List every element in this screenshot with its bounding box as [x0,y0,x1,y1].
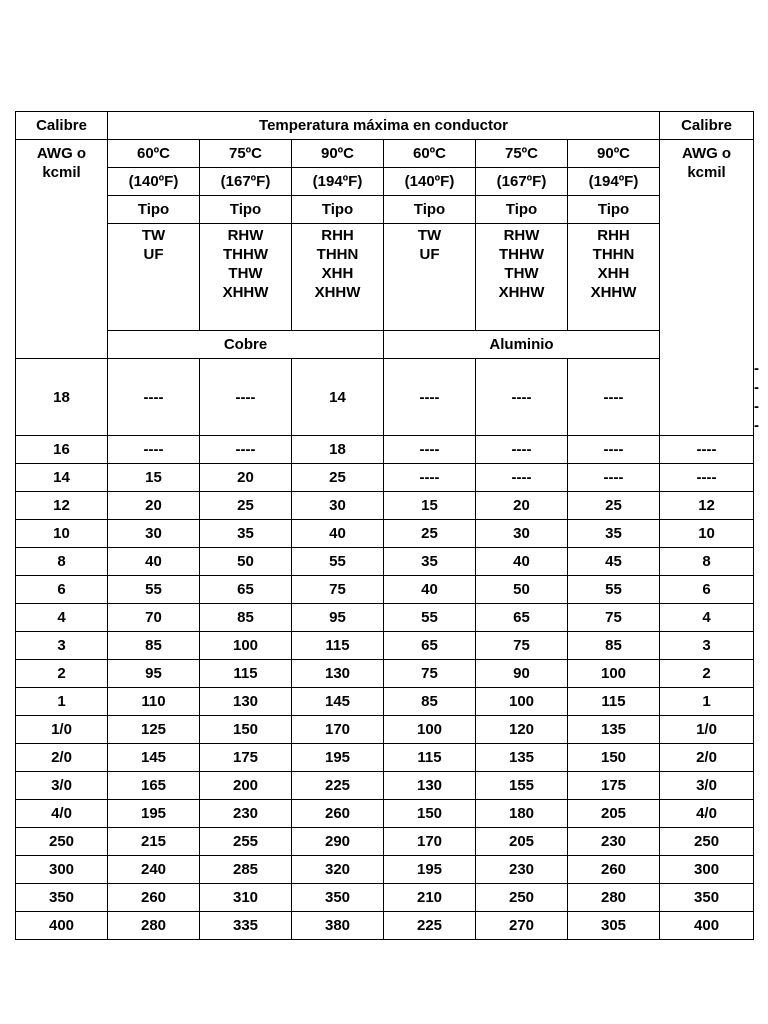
ampacity-cell: 40 [476,548,568,576]
ampacity-cell: 90 [476,660,568,688]
ampacity-cell: 85 [568,632,660,660]
ampacity-cell: 135 [568,716,660,744]
table-row [16,856,754,884]
table-title: Temperatura máxima en conductor [108,112,660,140]
ampacity-cell: ---- [384,436,476,464]
header-row-insulation-codes [16,224,754,331]
ampacity-cell: 125 [108,716,200,744]
calibre-cell-right: 8 [660,548,754,576]
calibre-cell-left: 4 [16,604,108,632]
tipo-header: Tipo [108,196,200,224]
table-row [16,576,754,604]
calibre-header-right: Calibre [660,112,754,140]
calibre-cell-right: 250 [660,828,754,856]
header-row-temps [16,140,754,168]
ampacity-cell: 130 [384,772,476,800]
ampacity-cell: 180 [476,800,568,828]
insulation-codes: TW UF [384,224,476,331]
ampacity-cell: 205 [568,800,660,828]
ampacity-cell: 65 [476,604,568,632]
ampacity-cell: 110 [108,688,200,716]
ampacity-cell: 95 [108,660,200,688]
table-row [16,464,754,492]
ampacity-cell: 195 [384,856,476,884]
ampacity-cell: 100 [384,716,476,744]
table-row [16,716,754,744]
ampacity-cell: 130 [292,660,384,688]
ampacity-cell: 40 [384,576,476,604]
ampacity-cell: 230 [476,856,568,884]
ampacity-cell: 70 [108,604,200,632]
ampacity-cell: 75 [292,576,384,604]
calibre-cell-left: 10 [16,520,108,548]
calibre-cell-right: 400 [660,912,754,940]
ampacity-cell: 85 [108,632,200,660]
ampacity-cell: 25 [384,520,476,548]
ampacity-cell: 225 [292,772,384,800]
ampacity-cell: 20 [108,492,200,520]
ampacity-cell: 155 [476,772,568,800]
ampacity-cell: ---- [476,436,568,464]
calibre-cell-left: 4/0 [16,800,108,828]
ampacity-cell: 35 [384,548,476,576]
ampacity-cell: 170 [292,716,384,744]
ampacity-cell: 75 [568,604,660,632]
ampacity-cell: 75 [476,632,568,660]
header-row-fahrenheit [16,168,754,196]
ampacity-cell: 50 [476,576,568,604]
ampacity-cell: 150 [568,744,660,772]
temp-header: 75ºC [200,140,292,168]
calibre-cell-right: 6 [660,576,754,604]
ampacity-cell: 120 [476,716,568,744]
ampacity-cell: 290 [292,828,384,856]
ampacity-cell: 150 [200,716,292,744]
ampacity-cell: 115 [292,632,384,660]
tipo-header: Tipo [200,196,292,224]
ampacity-cell: ---- [384,359,476,436]
ampacity-cell: 55 [292,548,384,576]
tipo-header: Tipo [384,196,476,224]
header-row-title [16,112,754,140]
calibre-cell-left: 18 [16,359,108,436]
ampacity-cell: ---- [476,359,568,436]
fahrenheit-header: (167ºF) [476,168,568,196]
ampacity-cell: 65 [384,632,476,660]
ampacity-cell: 195 [108,800,200,828]
table-row [16,548,754,576]
ampacity-cell: 150 [384,800,476,828]
calibre-cell-right: 2/0 [660,744,754,772]
temp-header: 90ºC [568,140,660,168]
calibre-cell-left: 12 [16,492,108,520]
ampacity-cell: 15 [108,464,200,492]
table-row [16,912,754,940]
ampacity-cell: 50 [200,548,292,576]
ampacity-cell: 285 [200,856,292,884]
temp-header: 90ºC [292,140,384,168]
ampacity-cell: 195 [292,744,384,772]
ampacity-cell: 35 [200,520,292,548]
header-row-material [16,331,754,359]
insulation-codes: TW UF [108,224,200,331]
ampacity-cell: 95 [292,604,384,632]
calibre-cell-right: 4 [660,604,754,632]
temp-header: 75ºC [476,140,568,168]
ampacity-cell: 350 [292,884,384,912]
tipo-header: Tipo [476,196,568,224]
ampacity-cell: 14 [292,359,384,436]
fahrenheit-header: (140ºF) [384,168,476,196]
table-row [16,604,754,632]
ampacity-cell: 30 [292,492,384,520]
calibre-cell-left: 1/0 [16,716,108,744]
table-row [16,828,754,856]
ampacity-cell: 260 [292,800,384,828]
ampacity-cell: 215 [108,828,200,856]
table-row: 18 ---- ---- 14 ---- ---- ---- ---- [16,359,754,436]
ampacity-cell: 255 [200,828,292,856]
awg-kcmil-header-left: AWG o kcmil [16,140,108,359]
ampacity-cell: 35 [568,520,660,548]
ampacity-cell: ---- [108,359,200,436]
ampacity-cell: 270 [476,912,568,940]
calibre-cell-left: 3/0 [16,772,108,800]
ampacity-cell: 20 [200,464,292,492]
insulation-codes: RHH THHN XHH XHHW [568,224,660,331]
ampacity-cell: 100 [476,688,568,716]
calibre-cell-left: 400 [16,912,108,940]
ampacity-cell: 260 [568,856,660,884]
table-row [16,744,754,772]
table-row [16,436,754,464]
calibre-cell-right: ---- [660,436,754,464]
calibre-cell-right: 2 [660,660,754,688]
ampacity-cell: 210 [384,884,476,912]
ampacity-cell: 145 [292,688,384,716]
ampacity-cell: 25 [292,464,384,492]
ampacity-cell: 230 [568,828,660,856]
ampacity-cell: 25 [568,492,660,520]
calibre-cell-left: 8 [16,548,108,576]
ampacity-cell: 18 [292,436,384,464]
calibre-cell-right: 1 [660,688,754,716]
ampacity-cell: 175 [200,744,292,772]
calibre-cell-right: 350 [660,884,754,912]
calibre-cell-right: 10 [660,520,754,548]
tipo-header: Tipo [568,196,660,224]
calibre-header-left: Calibre [16,112,108,140]
ampacity-cell: 260 [108,884,200,912]
ampacity-cell: 115 [200,660,292,688]
ampacity-cell: 250 [476,884,568,912]
table-row [16,520,754,548]
ampacity-cell: ---- [200,359,292,436]
calibre-cell-right: 3/0 [660,772,754,800]
table-row [16,688,754,716]
ampacity-cell: 40 [292,520,384,548]
ampacity-cell: 280 [568,884,660,912]
ampacity-cell: ---- [476,464,568,492]
temp-header: 60ºC [108,140,200,168]
ampacity-cell: 15 [384,492,476,520]
ampacity-cell: 100 [200,632,292,660]
ampacity-cell: 310 [200,884,292,912]
cobre-header: Cobre [108,331,384,359]
ampacity-cell: 30 [108,520,200,548]
table-row [16,660,754,688]
calibre-cell-right: 3 [660,632,754,660]
calibre-cell-left: 14 [16,464,108,492]
table-row [16,884,754,912]
table-row [16,492,754,520]
calibre-cell-left: 2/0 [16,744,108,772]
ampacity-cell: ---- [108,436,200,464]
ampacity-cell: 40 [108,548,200,576]
fahrenheit-header: (167ºF) [200,168,292,196]
fahrenheit-header: (140ºF) [108,168,200,196]
calibre-cell-left: 2 [16,660,108,688]
ampacity-cell: 175 [568,772,660,800]
fahrenheit-header: (194ºF) [292,168,384,196]
ampacity-cell: 205 [476,828,568,856]
ampacity-cell: 85 [384,688,476,716]
ampacity-cell: 55 [108,576,200,604]
ampacity-cell: 30 [476,520,568,548]
ampacity-cell: 85 [200,604,292,632]
insulation-codes: RHW THHW THW XHHW [200,224,292,331]
ampacity-cell: 55 [384,604,476,632]
ampacity-cell: 75 [384,660,476,688]
ampacity-cell: 280 [108,912,200,940]
calibre-cell-right: ---- [660,464,754,492]
calibre-cell-right: 12 [660,492,754,520]
ampacity-cell: 65 [200,576,292,604]
ampacity-cell: ---- [384,464,476,492]
calibre-cell-right: 1/0 [660,716,754,744]
table-row [16,772,754,800]
ampacity-cell: 200 [200,772,292,800]
calibre-cell-left: 1 [16,688,108,716]
ampacity-cell: 305 [568,912,660,940]
ampacity-cell: 225 [384,912,476,940]
ampacity-cell: 380 [292,912,384,940]
calibre-cell-left: 6 [16,576,108,604]
ampacity-cell: ---- [568,464,660,492]
ampacity-cell: 145 [108,744,200,772]
calibre-cell-left: 350 [16,884,108,912]
ampacity-cell: 335 [200,912,292,940]
ampacity-cell: ---- [568,359,660,436]
header-row-tipo [16,196,754,224]
ampacity-cell: 135 [476,744,568,772]
tipo-header: Tipo [292,196,384,224]
ampacity-cell: ---- [568,436,660,464]
calibre-cell-left: 300 [16,856,108,884]
aluminio-header: Aluminio [384,331,660,359]
ampacity-cell: 320 [292,856,384,884]
temp-header: 60ºC [384,140,476,168]
ampacity-cell: 230 [200,800,292,828]
ampacity-cell: 20 [476,492,568,520]
fahrenheit-header: (194ºF) [568,168,660,196]
calibre-cell-left: 16 [16,436,108,464]
calibre-cell-left: 3 [16,632,108,660]
ampacity-cell: 25 [200,492,292,520]
calibre-cell-right: 300 [660,856,754,884]
ampacity-cell: 115 [384,744,476,772]
ampacity-cell: 45 [568,548,660,576]
awg-kcmil-header-right: AWG o kcmil [660,140,754,436]
ampacity-cell: ---- [200,436,292,464]
ampacity-cell: 240 [108,856,200,884]
table-row [16,800,754,828]
ampacity-cell: 130 [200,688,292,716]
table-row [16,632,754,660]
ampacity-cell: 55 [568,576,660,604]
calibre-cell-left: 250 [16,828,108,856]
ampacity-table [15,111,760,940]
ampacity-cell: 170 [384,828,476,856]
insulation-codes: RHW THHW THW XHHW [476,224,568,331]
calibre-cell-right: 4/0 [660,800,754,828]
ampacity-cell: 115 [568,688,660,716]
ampacity-cell: 100 [568,660,660,688]
insulation-codes: RHH THHN XHH XHHW [292,224,384,331]
ampacity-cell: 165 [108,772,200,800]
